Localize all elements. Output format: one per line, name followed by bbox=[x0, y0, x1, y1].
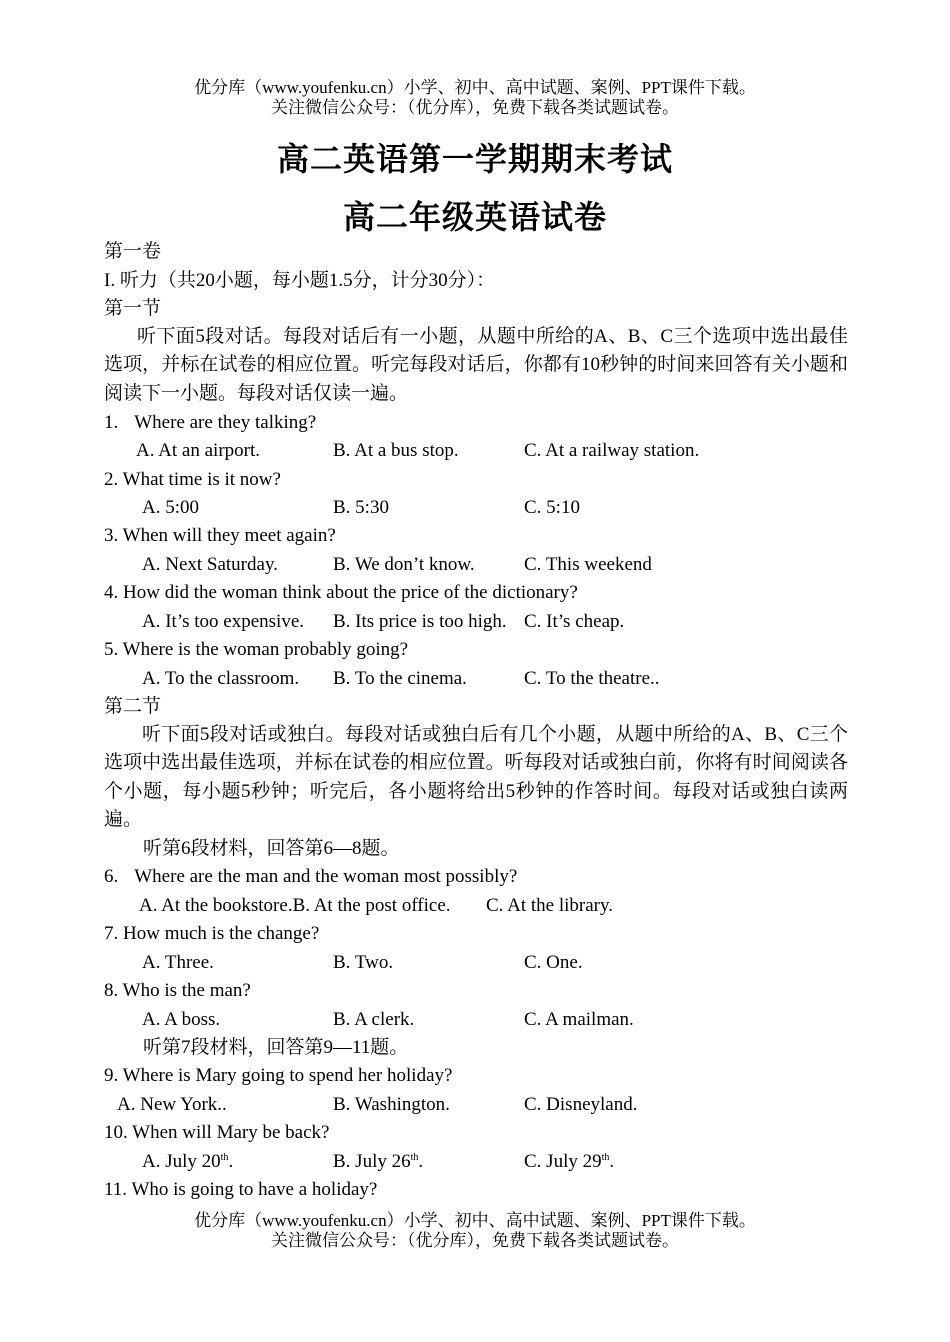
option-end: . bbox=[418, 1151, 424, 1172]
option-c: C. 5:10 bbox=[524, 497, 580, 518]
option-a: A. Next Saturday. bbox=[142, 554, 278, 575]
question: 5. Where is the woman probably going? bbox=[104, 639, 409, 660]
ordinal-suffix: th bbox=[410, 1152, 419, 1163]
footer-line-2: 关注微信公众号：（优分库），免费下载各类试题试卷。 bbox=[271, 1231, 679, 1250]
option-a: A. 5:00 bbox=[142, 497, 199, 518]
page-title: 高二英语第一学期期末考试 bbox=[276, 140, 673, 178]
footer-line-1: 优分库（www.youfenku.cn）小学、初中、高中试题、案例、PPT课件下载。 bbox=[194, 1211, 756, 1230]
material-note: 听第6段材料，回答第6—8题。 bbox=[143, 838, 400, 859]
question: 4. How did the woman think about the price of the dictionary? bbox=[104, 582, 578, 603]
question: 11. Who is going to have a holiday? bbox=[104, 1179, 378, 1200]
option-a: A. New York.. bbox=[117, 1094, 227, 1115]
option-ab: A. At the bookstore.B. At the post office. bbox=[139, 895, 451, 916]
option-b: B. 5:30 bbox=[333, 497, 389, 518]
question-number: 1. bbox=[104, 412, 119, 433]
question bbox=[104, 411, 316, 435]
option-end: . bbox=[609, 1151, 615, 1172]
option-c: C. At a railway station. bbox=[524, 440, 700, 461]
option-a: A. It’s too expensive. bbox=[142, 611, 305, 632]
question-text: Where are they talking? bbox=[134, 412, 317, 433]
option-c: C. A mailman. bbox=[524, 1009, 634, 1030]
option-c: C. At the library. bbox=[486, 895, 613, 916]
option-a bbox=[142, 1150, 233, 1174]
option-a: A. At an airport. bbox=[136, 440, 261, 461]
option-c: C. To the theatre.. bbox=[524, 668, 660, 689]
option-text: B. July 26 bbox=[333, 1151, 411, 1172]
question: 3. When will they meet again? bbox=[104, 525, 336, 546]
header-line-1: 优分库（www.youfenku.cn）小学、初中、高中试题、案例、PPT课件下载。 bbox=[194, 78, 756, 97]
option-end: . bbox=[228, 1151, 234, 1172]
option-a: A. A boss. bbox=[142, 1009, 221, 1030]
question: 2. What time is it now? bbox=[104, 469, 281, 490]
option-c: C. This weekend bbox=[524, 554, 652, 575]
option-a: A. To the classroom. bbox=[142, 668, 300, 689]
volume-heading: 第一卷 bbox=[104, 241, 162, 262]
question: 8. Who is the man? bbox=[104, 980, 251, 1001]
option-c: C. One. bbox=[524, 952, 583, 973]
section-heading: 第一节 bbox=[104, 298, 162, 319]
option-text: A. July 20 bbox=[142, 1151, 221, 1172]
option-c: C. Disneyland. bbox=[524, 1094, 638, 1115]
instructions: 听下面5段对话。每段对话后有一小题，从题中所给的A、B、C三个选项中选出最佳选项，并标在试卷的相应位置。听完每段对话后，你都有10秒钟的时间来回答有关小题和阅读下一小题。每段对话仅读一遍。 bbox=[104, 326, 848, 404]
header-line-2: 关注微信公众号：（优分库），免费下载各类试题试卷。 bbox=[271, 98, 679, 117]
material-note: 听第7段材料，回答第9—11题。 bbox=[143, 1037, 409, 1058]
option-b: B. Washington. bbox=[333, 1094, 450, 1115]
option-c bbox=[524, 1150, 614, 1174]
option-b bbox=[333, 1150, 423, 1174]
option-b: B. We don’t know. bbox=[333, 554, 475, 575]
option-b: B. A clerk. bbox=[333, 1009, 415, 1030]
option-b: B. Its price is too high. bbox=[333, 611, 507, 632]
option-text: C. July 29 bbox=[524, 1151, 602, 1172]
option-c: C. It’s cheap. bbox=[524, 611, 625, 632]
question: 7. How much is the change? bbox=[104, 923, 320, 944]
option-b: B. At a bus stop. bbox=[333, 440, 459, 461]
option-b: B. To the cinema. bbox=[333, 668, 467, 689]
question: 10. When will Mary be back? bbox=[104, 1122, 330, 1143]
question-text: Where are the man and the woman most possibly? bbox=[134, 866, 518, 887]
part-heading: I. 听力（共20小题，每小题1.5分，计分30分）： bbox=[104, 270, 496, 291]
section-heading: 第二节 bbox=[104, 696, 162, 717]
ordinal-suffix: th bbox=[220, 1152, 229, 1163]
page-subtitle: 高二年级英语试卷 bbox=[342, 198, 607, 236]
instructions: 听下面5段对话或独白。每段对话或独白后有几个小题，从题中所给的A、B、C三个选项中选出最佳选项，并标在试卷的相应位置。听每段对话或独白前，你将有时间阅读各个小题，每小题5秒钟；听完后，各小题将给出5秒钟的作答时间。每段对话或独白读两遍。 bbox=[104, 724, 848, 830]
question: 9. Where is Mary going to spend her holiday? bbox=[104, 1065, 453, 1086]
ordinal-suffix: th bbox=[601, 1152, 610, 1163]
question-number: 6. bbox=[104, 866, 119, 887]
option-b: B. Two. bbox=[333, 952, 394, 973]
question bbox=[104, 865, 517, 889]
option-a: A. Three. bbox=[142, 952, 214, 973]
